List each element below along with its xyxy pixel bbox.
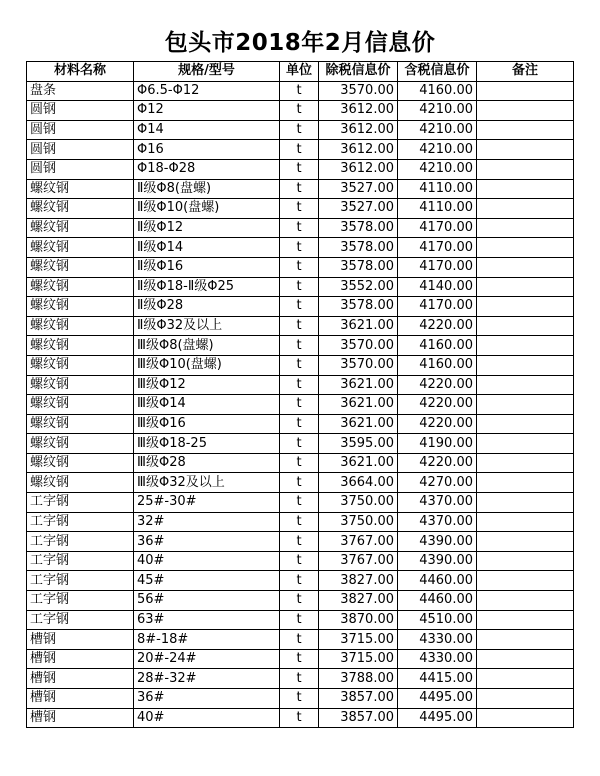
cell-remarks bbox=[477, 238, 574, 258]
cell-material-name: 螺纹钢 bbox=[27, 434, 134, 454]
cell-spec-model: Ⅲ级Φ14 bbox=[134, 395, 280, 415]
cell-unit: t bbox=[280, 316, 319, 336]
cell-unit: t bbox=[280, 571, 319, 591]
cell-pre-tax-price: 3578.00 bbox=[319, 238, 398, 258]
table-row bbox=[27, 140, 574, 160]
cell-material-name: 圆钢 bbox=[27, 101, 134, 121]
header-tax-price: 含税信息价 bbox=[398, 62, 477, 82]
cell-tax-price: 4370.00 bbox=[398, 493, 477, 513]
cell-tax-price: 4330.00 bbox=[398, 649, 477, 669]
cell-spec-model: Φ12 bbox=[134, 101, 280, 121]
cell-tax-price: 4140.00 bbox=[398, 277, 477, 297]
cell-unit: t bbox=[280, 218, 319, 238]
cell-spec-model: Ⅱ级Φ28 bbox=[134, 297, 280, 317]
cell-pre-tax-price: 3570.00 bbox=[319, 336, 398, 356]
cell-tax-price: 4270.00 bbox=[398, 473, 477, 493]
cell-remarks bbox=[477, 649, 574, 669]
table-row bbox=[27, 434, 574, 454]
cell-unit: t bbox=[280, 453, 319, 473]
cell-unit: t bbox=[280, 473, 319, 493]
cell-spec-model: 20#-24# bbox=[134, 649, 280, 669]
cell-unit: t bbox=[280, 708, 319, 728]
cell-spec-model: Φ16 bbox=[134, 140, 280, 160]
cell-tax-price: 4210.00 bbox=[398, 101, 477, 121]
cell-tax-price: 4170.00 bbox=[398, 238, 477, 258]
cell-tax-price: 4370.00 bbox=[398, 512, 477, 532]
cell-material-name: 圆钢 bbox=[27, 120, 134, 140]
cell-pre-tax-price: 3527.00 bbox=[319, 179, 398, 199]
cell-remarks bbox=[477, 120, 574, 140]
cell-material-name: 螺纹钢 bbox=[27, 316, 134, 336]
cell-spec-model: 8#-18# bbox=[134, 630, 280, 650]
cell-unit: t bbox=[280, 199, 319, 219]
table-row bbox=[27, 493, 574, 513]
cell-unit: t bbox=[280, 551, 319, 571]
cell-pre-tax-price: 3715.00 bbox=[319, 630, 398, 650]
cell-pre-tax-price: 3827.00 bbox=[319, 591, 398, 611]
cell-spec-model: 28#-32# bbox=[134, 669, 280, 689]
cell-tax-price: 4110.00 bbox=[398, 179, 477, 199]
cell-material-name: 圆钢 bbox=[27, 159, 134, 179]
cell-pre-tax-price: 3570.00 bbox=[319, 81, 398, 101]
cell-unit: t bbox=[280, 355, 319, 375]
cell-material-name: 工字钢 bbox=[27, 610, 134, 630]
cell-spec-model: Ⅲ级Φ28 bbox=[134, 453, 280, 473]
cell-tax-price: 4210.00 bbox=[398, 120, 477, 140]
cell-spec-model: 36# bbox=[134, 689, 280, 709]
cell-tax-price: 4110.00 bbox=[398, 199, 477, 219]
cell-tax-price: 4390.00 bbox=[398, 551, 477, 571]
cell-spec-model: 32# bbox=[134, 512, 280, 532]
cell-unit: t bbox=[280, 140, 319, 160]
cell-spec-model: Ⅲ级Φ18-25 bbox=[134, 434, 280, 454]
cell-material-name: 工字钢 bbox=[27, 512, 134, 532]
cell-tax-price: 4510.00 bbox=[398, 610, 477, 630]
cell-spec-model: Ⅲ级Φ32及以上 bbox=[134, 473, 280, 493]
cell-remarks bbox=[477, 257, 574, 277]
cell-tax-price: 4190.00 bbox=[398, 434, 477, 454]
cell-remarks bbox=[477, 101, 574, 121]
cell-material-name: 螺纹钢 bbox=[27, 395, 134, 415]
cell-spec-model: 25#-30# bbox=[134, 493, 280, 513]
cell-remarks bbox=[477, 297, 574, 317]
cell-tax-price: 4160.00 bbox=[398, 336, 477, 356]
cell-tax-price: 4170.00 bbox=[398, 297, 477, 317]
cell-unit: t bbox=[280, 395, 319, 415]
cell-pre-tax-price: 3621.00 bbox=[319, 375, 398, 395]
cell-spec-model: Ⅲ级Φ12 bbox=[134, 375, 280, 395]
table-row bbox=[27, 179, 574, 199]
cell-tax-price: 4170.00 bbox=[398, 257, 477, 277]
cell-pre-tax-price: 3664.00 bbox=[319, 473, 398, 493]
cell-remarks bbox=[477, 630, 574, 650]
cell-spec-model: Ⅱ级Φ32及以上 bbox=[134, 316, 280, 336]
cell-remarks bbox=[477, 512, 574, 532]
cell-material-name: 圆钢 bbox=[27, 140, 134, 160]
cell-pre-tax-price: 3827.00 bbox=[319, 571, 398, 591]
cell-spec-model: 63# bbox=[134, 610, 280, 630]
table-row bbox=[27, 355, 574, 375]
cell-remarks bbox=[477, 316, 574, 336]
cell-tax-price: 4220.00 bbox=[398, 375, 477, 395]
cell-pre-tax-price: 3715.00 bbox=[319, 649, 398, 669]
cell-pre-tax-price: 3857.00 bbox=[319, 708, 398, 728]
table-row bbox=[27, 316, 574, 336]
cell-remarks bbox=[477, 218, 574, 238]
cell-remarks bbox=[477, 610, 574, 630]
table-row bbox=[27, 610, 574, 630]
cell-unit: t bbox=[280, 532, 319, 552]
table-row bbox=[27, 336, 574, 356]
cell-spec-model: Ⅱ级Φ10(盘螺) bbox=[134, 199, 280, 219]
cell-unit: t bbox=[280, 81, 319, 101]
cell-remarks bbox=[477, 473, 574, 493]
cell-unit: t bbox=[280, 238, 319, 258]
header-spec-model: 规格/型号 bbox=[134, 62, 280, 82]
cell-material-name: 槽钢 bbox=[27, 669, 134, 689]
table-row bbox=[27, 571, 574, 591]
cell-spec-model: 36# bbox=[134, 532, 280, 552]
cell-remarks bbox=[477, 159, 574, 179]
table-row bbox=[27, 708, 574, 728]
cell-unit: t bbox=[280, 297, 319, 317]
cell-material-name: 槽钢 bbox=[27, 708, 134, 728]
table-row bbox=[27, 669, 574, 689]
cell-spec-model: Ⅱ级Φ16 bbox=[134, 257, 280, 277]
table-body bbox=[27, 81, 574, 728]
cell-pre-tax-price: 3788.00 bbox=[319, 669, 398, 689]
cell-material-name: 盘条 bbox=[27, 81, 134, 101]
table-row bbox=[27, 473, 574, 493]
cell-pre-tax-price: 3750.00 bbox=[319, 493, 398, 513]
cell-unit: t bbox=[280, 649, 319, 669]
header-pre-tax-price: 除税信息价 bbox=[319, 62, 398, 82]
cell-remarks bbox=[477, 551, 574, 571]
cell-pre-tax-price: 3621.00 bbox=[319, 414, 398, 434]
cell-spec-model: Ⅲ级Φ10(盘螺) bbox=[134, 355, 280, 375]
cell-unit: t bbox=[280, 159, 319, 179]
cell-spec-model: Ⅲ级Φ8(盘螺) bbox=[134, 336, 280, 356]
cell-pre-tax-price: 3612.00 bbox=[319, 159, 398, 179]
cell-spec-model: Ⅱ级Φ14 bbox=[134, 238, 280, 258]
cell-remarks bbox=[477, 375, 574, 395]
cell-tax-price: 4220.00 bbox=[398, 395, 477, 415]
page-title: 包头市2018年2月信息价 bbox=[164, 30, 436, 56]
cell-remarks bbox=[477, 395, 574, 415]
cell-remarks bbox=[477, 81, 574, 101]
cell-remarks bbox=[477, 414, 574, 434]
cell-tax-price: 4390.00 bbox=[398, 532, 477, 552]
cell-material-name: 螺纹钢 bbox=[27, 199, 134, 219]
cell-unit: t bbox=[280, 414, 319, 434]
cell-remarks bbox=[477, 277, 574, 297]
cell-pre-tax-price: 3767.00 bbox=[319, 532, 398, 552]
cell-material-name: 螺纹钢 bbox=[27, 473, 134, 493]
table-row bbox=[27, 297, 574, 317]
cell-tax-price: 4460.00 bbox=[398, 571, 477, 591]
cell-remarks bbox=[477, 336, 574, 356]
cell-unit: t bbox=[280, 277, 319, 297]
cell-material-name: 螺纹钢 bbox=[27, 453, 134, 473]
cell-remarks bbox=[477, 591, 574, 611]
cell-unit: t bbox=[280, 630, 319, 650]
cell-material-name: 工字钢 bbox=[27, 493, 134, 513]
table-row bbox=[27, 532, 574, 552]
cell-remarks bbox=[477, 434, 574, 454]
cell-material-name: 工字钢 bbox=[27, 551, 134, 571]
cell-spec-model: Φ14 bbox=[134, 120, 280, 140]
cell-pre-tax-price: 3570.00 bbox=[319, 355, 398, 375]
table-row bbox=[27, 238, 574, 258]
cell-pre-tax-price: 3527.00 bbox=[319, 199, 398, 219]
cell-remarks bbox=[477, 689, 574, 709]
cell-spec-model: 56# bbox=[134, 591, 280, 611]
cell-tax-price: 4170.00 bbox=[398, 218, 477, 238]
cell-pre-tax-price: 3578.00 bbox=[319, 257, 398, 277]
table-row bbox=[27, 257, 574, 277]
cell-unit: t bbox=[280, 336, 319, 356]
cell-unit: t bbox=[280, 434, 319, 454]
cell-remarks bbox=[477, 355, 574, 375]
table-row bbox=[27, 591, 574, 611]
table-header-row bbox=[27, 62, 574, 82]
cell-tax-price: 4160.00 bbox=[398, 81, 477, 101]
table-row bbox=[27, 414, 574, 434]
cell-tax-price: 4160.00 bbox=[398, 355, 477, 375]
cell-unit: t bbox=[280, 591, 319, 611]
cell-remarks bbox=[477, 669, 574, 689]
table-row bbox=[27, 453, 574, 473]
cell-unit: t bbox=[280, 610, 319, 630]
cell-spec-model: Ⅱ级Φ18-Ⅱ级Φ25 bbox=[134, 277, 280, 297]
cell-tax-price: 4495.00 bbox=[398, 689, 477, 709]
table-row bbox=[27, 159, 574, 179]
cell-tax-price: 4210.00 bbox=[398, 140, 477, 160]
cell-pre-tax-price: 3767.00 bbox=[319, 551, 398, 571]
cell-material-name: 螺纹钢 bbox=[27, 218, 134, 238]
cell-material-name: 螺纹钢 bbox=[27, 238, 134, 258]
table-row bbox=[27, 81, 574, 101]
cell-unit: t bbox=[280, 120, 319, 140]
cell-remarks bbox=[477, 453, 574, 473]
cell-material-name: 螺纹钢 bbox=[27, 355, 134, 375]
cell-pre-tax-price: 3621.00 bbox=[319, 395, 398, 415]
cell-spec-model: Φ18-Φ28 bbox=[134, 159, 280, 179]
table-row bbox=[27, 395, 574, 415]
cell-unit: t bbox=[280, 179, 319, 199]
cell-unit: t bbox=[280, 101, 319, 121]
cell-tax-price: 4210.00 bbox=[398, 159, 477, 179]
cell-material-name: 工字钢 bbox=[27, 571, 134, 591]
cell-spec-model: 40# bbox=[134, 708, 280, 728]
cell-material-name: 螺纹钢 bbox=[27, 414, 134, 434]
cell-remarks bbox=[477, 532, 574, 552]
cell-unit: t bbox=[280, 512, 319, 532]
cell-remarks bbox=[477, 179, 574, 199]
cell-pre-tax-price: 3612.00 bbox=[319, 120, 398, 140]
cell-tax-price: 4330.00 bbox=[398, 630, 477, 650]
cell-material-name: 槽钢 bbox=[27, 649, 134, 669]
cell-pre-tax-price: 3578.00 bbox=[319, 297, 398, 317]
cell-material-name: 工字钢 bbox=[27, 591, 134, 611]
cell-spec-model: 45# bbox=[134, 571, 280, 591]
cell-pre-tax-price: 3595.00 bbox=[319, 434, 398, 454]
cell-remarks bbox=[477, 199, 574, 219]
cell-material-name: 螺纹钢 bbox=[27, 336, 134, 356]
cell-pre-tax-price: 3857.00 bbox=[319, 689, 398, 709]
cell-tax-price: 4220.00 bbox=[398, 453, 477, 473]
cell-tax-price: 4495.00 bbox=[398, 708, 477, 728]
cell-material-name: 螺纹钢 bbox=[27, 179, 134, 199]
cell-unit: t bbox=[280, 689, 319, 709]
table-row bbox=[27, 512, 574, 532]
cell-material-name: 槽钢 bbox=[27, 689, 134, 709]
cell-pre-tax-price: 3621.00 bbox=[319, 453, 398, 473]
cell-remarks bbox=[477, 493, 574, 513]
cell-tax-price: 4460.00 bbox=[398, 591, 477, 611]
cell-pre-tax-price: 3621.00 bbox=[319, 316, 398, 336]
cell-pre-tax-price: 3578.00 bbox=[319, 218, 398, 238]
cell-material-name: 螺纹钢 bbox=[27, 297, 134, 317]
cell-material-name: 螺纹钢 bbox=[27, 277, 134, 297]
table-row bbox=[27, 375, 574, 395]
table-row bbox=[27, 101, 574, 121]
price-table bbox=[26, 61, 574, 728]
table-row bbox=[27, 199, 574, 219]
cell-material-name: 槽钢 bbox=[27, 630, 134, 650]
cell-remarks bbox=[477, 708, 574, 728]
cell-material-name: 螺纹钢 bbox=[27, 257, 134, 277]
cell-unit: t bbox=[280, 375, 319, 395]
cell-tax-price: 4220.00 bbox=[398, 316, 477, 336]
cell-pre-tax-price: 3612.00 bbox=[319, 140, 398, 160]
cell-material-name: 螺纹钢 bbox=[27, 375, 134, 395]
table-row bbox=[27, 689, 574, 709]
table-row bbox=[27, 277, 574, 297]
cell-tax-price: 4220.00 bbox=[398, 414, 477, 434]
cell-remarks bbox=[477, 140, 574, 160]
cell-spec-model: Ⅲ级Φ16 bbox=[134, 414, 280, 434]
cell-unit: t bbox=[280, 669, 319, 689]
cell-spec-model: 40# bbox=[134, 551, 280, 571]
header-material-name: 材料名称 bbox=[27, 62, 134, 82]
table-row bbox=[27, 120, 574, 140]
cell-spec-model: Ⅱ级Φ12 bbox=[134, 218, 280, 238]
cell-remarks bbox=[477, 571, 574, 591]
cell-material-name: 工字钢 bbox=[27, 532, 134, 552]
cell-spec-model: Φ6.5-Φ12 bbox=[134, 81, 280, 101]
table-row bbox=[27, 630, 574, 650]
cell-pre-tax-price: 3750.00 bbox=[319, 512, 398, 532]
cell-pre-tax-price: 3612.00 bbox=[319, 101, 398, 121]
cell-tax-price: 4415.00 bbox=[398, 669, 477, 689]
cell-unit: t bbox=[280, 257, 319, 277]
table-row bbox=[27, 649, 574, 669]
header-unit: 单位 bbox=[280, 62, 319, 82]
cell-pre-tax-price: 3552.00 bbox=[319, 277, 398, 297]
cell-spec-model: Ⅱ级Φ8(盘螺) bbox=[134, 179, 280, 199]
table-row bbox=[27, 218, 574, 238]
cell-pre-tax-price: 3870.00 bbox=[319, 610, 398, 630]
cell-unit: t bbox=[280, 493, 319, 513]
header-remarks: 备注 bbox=[477, 62, 574, 82]
table-row bbox=[27, 551, 574, 571]
